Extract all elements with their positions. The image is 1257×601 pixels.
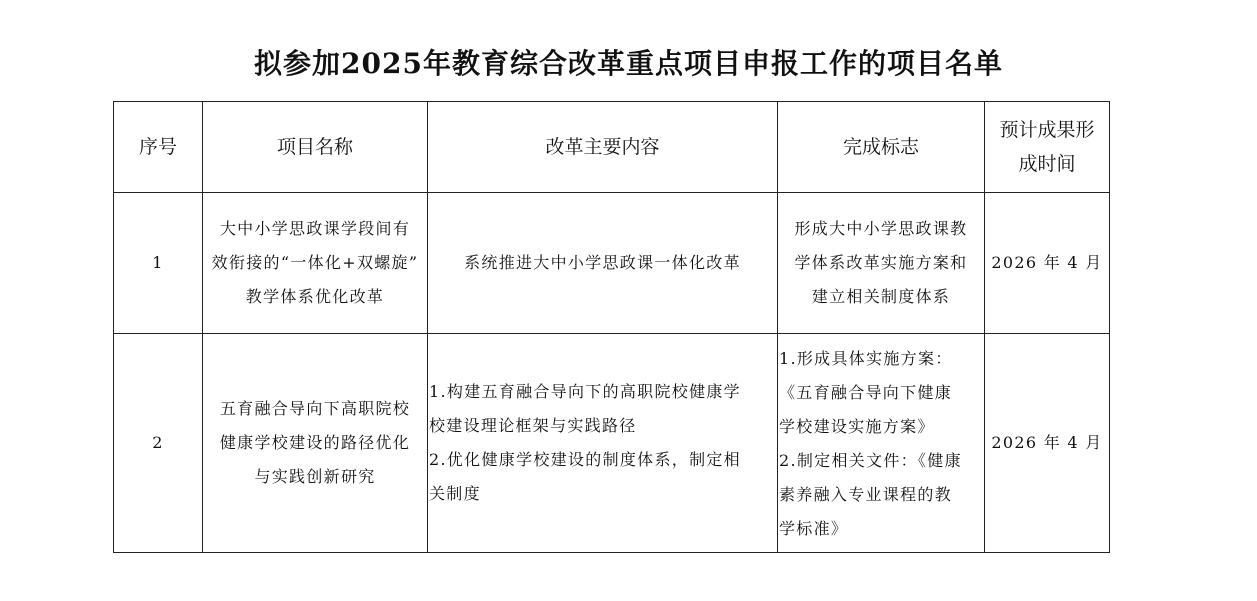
text-line: 校建设理论框架与实践路径 [429, 416, 637, 435]
cell-completion-mark [778, 193, 985, 334]
text-line: 健康学校建设的路径优化 [219, 433, 411, 452]
project-table [113, 101, 1110, 553]
cell-no: 1 [114, 193, 203, 334]
text-line: 关制度 [429, 484, 481, 503]
text-line: 学校建设实施方案》 [779, 417, 935, 436]
text-line: 大中小学思政课学段间有 [219, 219, 411, 238]
cell-completion-mark [778, 334, 985, 553]
text-line: 学体系改革实施方案和 [794, 253, 968, 272]
table-header-row [114, 102, 1110, 193]
cell-expected-time: 2026 年 4 月 [985, 193, 1110, 334]
cell-no: 2 [114, 334, 203, 553]
header-expected-time-line1: 预计成果形 [999, 119, 1095, 141]
text-line: 与实践创新研究 [254, 467, 376, 486]
cell-project-name [203, 193, 428, 334]
header-no: 序号 [114, 102, 203, 193]
table-row [114, 193, 1110, 334]
cell-reform-content [428, 334, 778, 553]
text-line: 效衔接的“一体化+双螺旋” [211, 253, 419, 272]
cell-expected-time: 2026 年 4 月 [985, 334, 1110, 553]
cell-reform-content [428, 193, 778, 334]
text-line: 2.优化健康学校建设的制度体系，制定相 [429, 450, 741, 469]
text-line: 2.制定相关文件：《健康 [779, 451, 962, 470]
text-line: 教学体系优化改革 [245, 287, 385, 306]
text-line: 1.形成具体实施方案： [779, 349, 953, 368]
text-line: 素养融入专业课程的教 [779, 485, 953, 504]
header-expected-time [985, 102, 1110, 193]
header-expected-time-line2: 成时间 [1018, 153, 1076, 175]
header-project-name: 项目名称 [203, 102, 428, 193]
text-line: 《五育融合导向下健康 [779, 383, 953, 402]
table-row [114, 334, 1110, 553]
header-reform-content: 改革主要内容 [428, 102, 778, 193]
page-title: 拟参加2025年教育综合改革重点项目申报工作的项目名单 [254, 47, 1003, 80]
text-line: 系统推进大中小学思政课一体化改革 [464, 253, 741, 272]
text-line: 1.构建五育融合导向下的高职院校健康学 [429, 382, 741, 401]
cell-project-name [203, 334, 428, 553]
header-completion-mark: 完成标志 [778, 102, 985, 193]
text-line: 五育融合导向下高职院校 [219, 399, 411, 418]
text-line: 形成大中小学思政课教 [794, 219, 968, 238]
text-line: 学标准》 [779, 519, 849, 538]
text-line: 建立相关制度体系 [811, 287, 951, 306]
